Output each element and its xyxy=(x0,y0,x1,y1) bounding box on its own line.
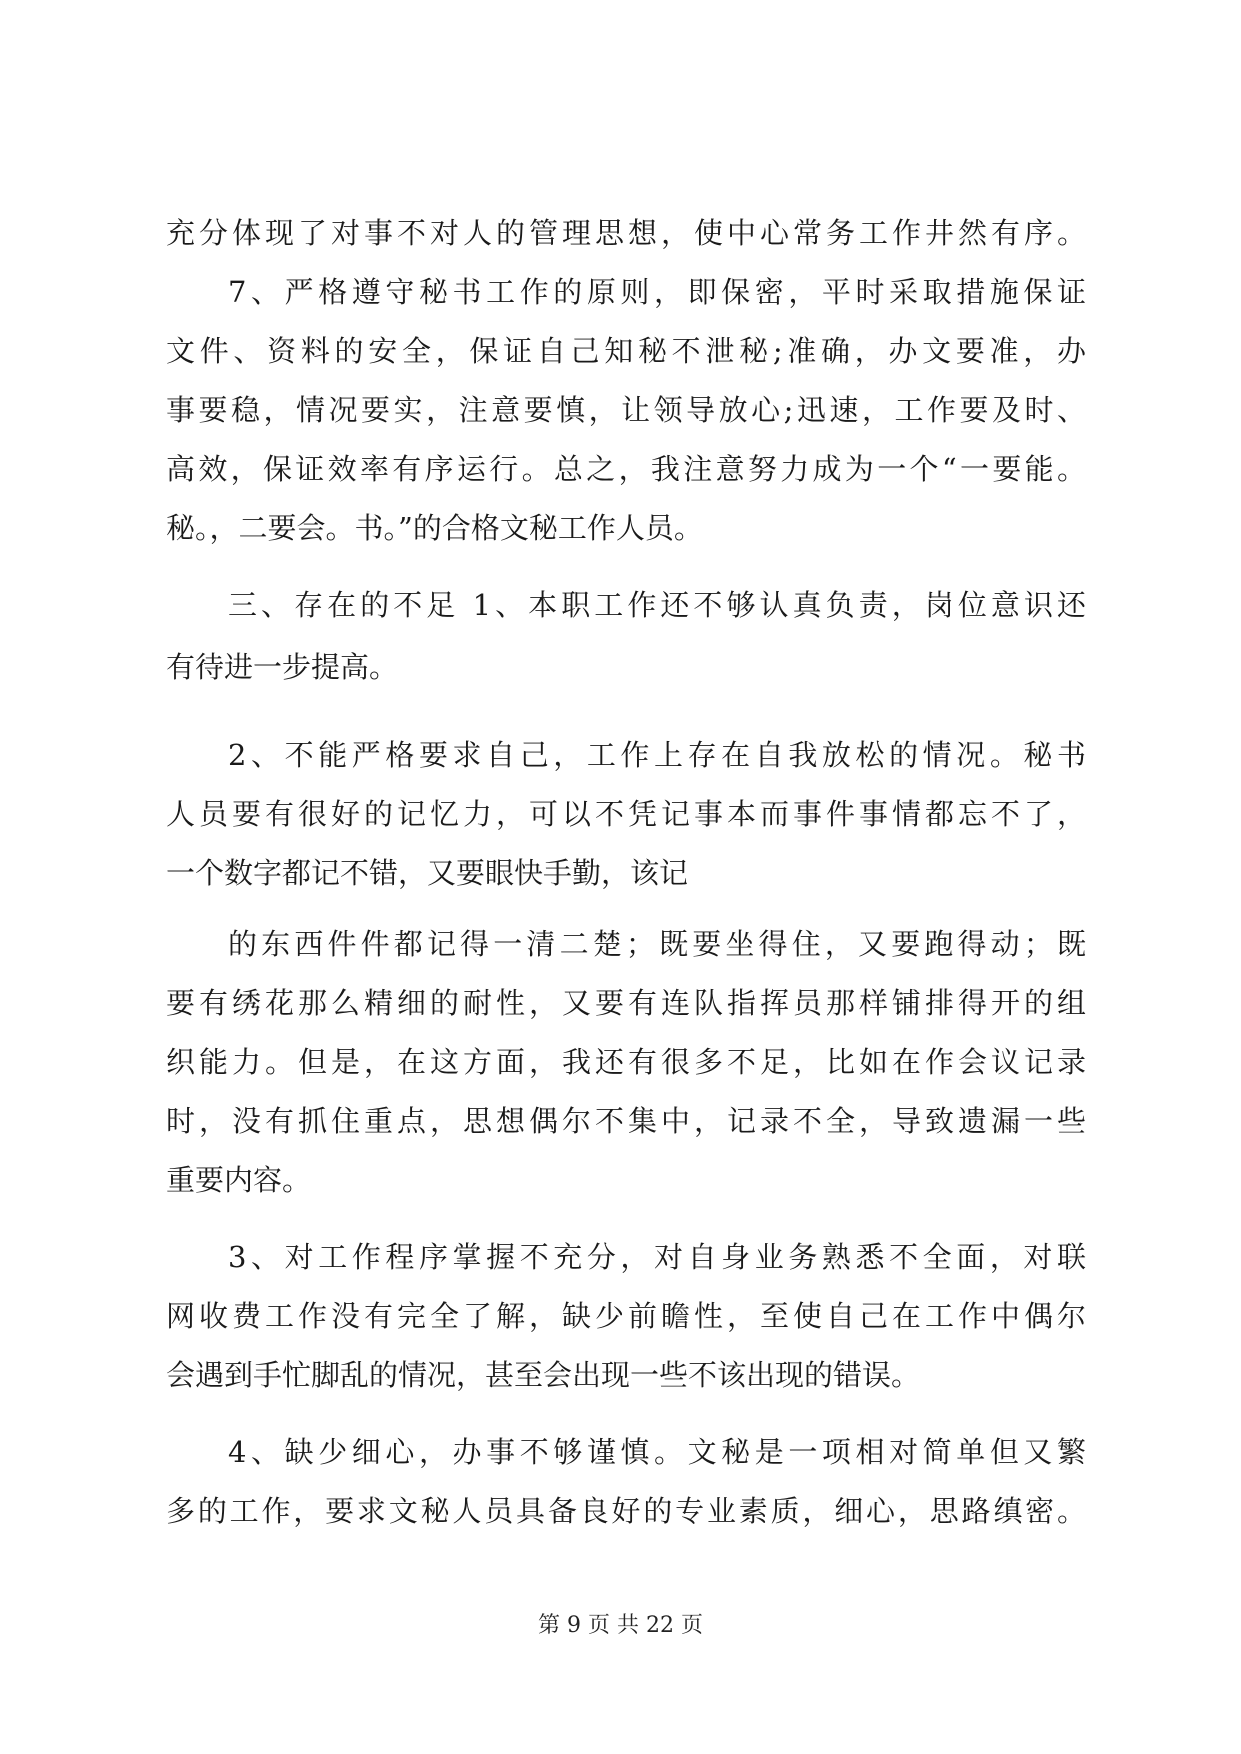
text-line: 织能力。但是，在这方面，我还有很多不足，比如在作会议记录 xyxy=(166,1045,1086,1079)
text-line: 多的工作，要求文秘人员具备良好的专业素质，细心，思路缜密。 xyxy=(166,1494,1086,1528)
text-line: 时，没有抓住重点，思想偶尔不集中，记录不全，导致遗漏一些 xyxy=(166,1104,1086,1138)
text-line: 3、对工作程序掌握不充分，对自身业务熟悉不全面，对联 xyxy=(228,1240,1086,1274)
text-line: 三、存在的不足 1、本职工作还不够认真负责，岗位意识还 xyxy=(228,588,1086,622)
text-line: 2、不能严格要求自己，工作上存在自我放松的情况。秘书 xyxy=(228,738,1086,772)
text-line: 高效，保证效率有序运行。总之，我注意努力成为一个“一要能。 xyxy=(166,452,1086,486)
text-line: 4、缺少细心，办事不够谨慎。文秘是一项相对简单但又繁 xyxy=(228,1435,1086,1469)
text-line: 网收费工作没有完全了解，缺少前瞻性，至使自己在工作中偶尔 xyxy=(166,1299,1086,1333)
text-line: 充分体现了对事不对人的管理思想，使中心常务工作井然有序。 xyxy=(166,216,1086,250)
text-line: 事要稳，情况要实，注意要慎，让领导放心;迅速，工作要及时、 xyxy=(166,393,1086,427)
text-line: 一个数字都记不错，又要眼快手勤，该记 xyxy=(166,856,689,890)
page-footer: 第 9 页 共 22 页 xyxy=(538,1613,703,1638)
text-line: 要有绣花那么精细的耐性，又要有连队指挥员那样铺排得开的组 xyxy=(166,986,1086,1020)
text-line: 有待进一步提高。 xyxy=(166,650,399,684)
text-line: 会遇到手忙脚乱的情况，甚至会出现一些不该出现的错误。 xyxy=(166,1358,921,1392)
text-line: 人员要有很好的记忆力，可以不凭记事本而事件事情都忘不了， xyxy=(166,797,1086,831)
text-line: 重要内容。 xyxy=(166,1163,312,1197)
text-line: 秘。，二要会。书。”的合格文秘工作人员。 xyxy=(166,511,703,545)
text-line: 的东西件件都记得一清二楚；既要坐得住，又要跑得动；既 xyxy=(228,927,1086,961)
text-line: 7、严格遵守秘书工作的原则，即保密，平时采取措施保证 xyxy=(228,275,1086,309)
text-line: 文件、资料的安全，保证自己知秘不泄秘;准确，办文要准，办 xyxy=(166,334,1086,368)
